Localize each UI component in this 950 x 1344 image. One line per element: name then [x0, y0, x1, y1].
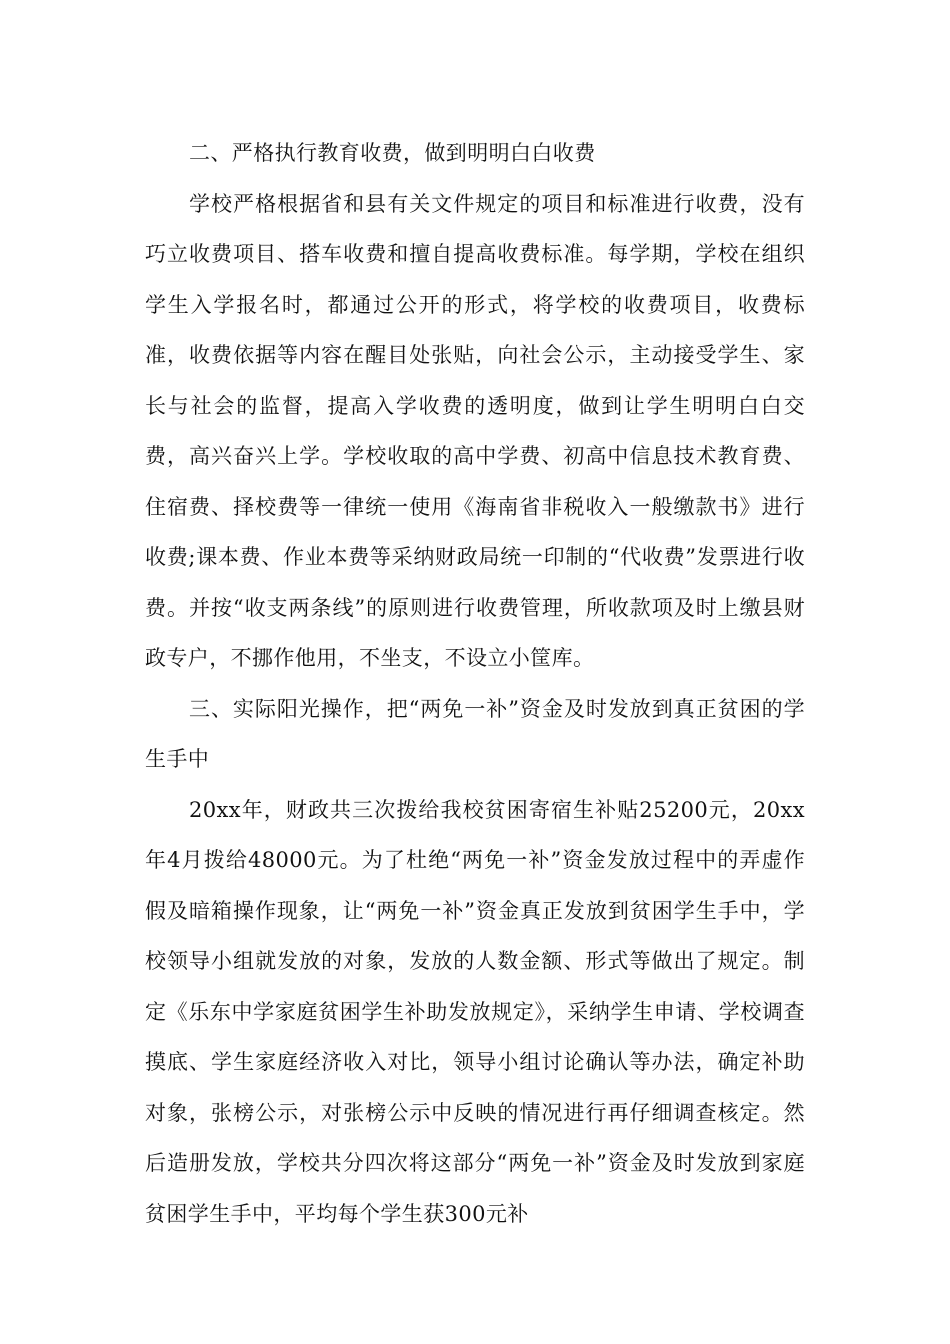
- document-page: [145, 128, 805, 1239]
- paragraph-subsidy-distribution: 20xx年，财政共三次拨给我校贫困寄宿生补贴25200元，20xx年4月拨给48000元。为了杜绝“两免一补”资金发放过程中的弄虚作假及暗箱操作现象，让“两免一补”资金真正发放到贫困学生手中，学校领导小组就发放的对象，发放的人数金额、形式等做出了规定。制定《乐东中学家庭贫困学生补助发放规定》，采纳学生申请、学校调查摸底、学生家庭经济收入对比，领导小组讨论确认等办法，确定补助对象，张榜公示，对张榜公示中反映的情况进行再仔细调查核定。然后造册发放，学校共分四次将这部分“两免一补”资金及时发放到家庭贫困学生手中，平均每个学生获300元补: [145, 797, 805, 1226]
- section-heading-two: 二、严格执行教育收费，做到明明白白收费: [189, 141, 596, 165]
- section-heading-three: 三、实际阳光操作，把“两免一补”资金及时发放到真正贫困的学生手中: [145, 696, 805, 771]
- paragraph-fee-collection: 学校严格根据省和县有关文件规定的项目和标准进行收费，没有巧立收费项目、搭车收费和擅自提高收费标准。每学期，学校在组织学生入学报名时，都通过公开的形式，将学校的收费项目，收费标准，收费依据等内容在醒目处张贴，向社会公示，主动接受学生、家长与社会的监督，提高入学收费的透明度，做到让学生明明白白交费，高兴奋兴上学。学校收取的高中学费、初高中信息技术教育费、住宿费、择校费等一律统一使用《海南省非税收入一般缴款书》进行收费;课本费、作业本费等采纳财政局统一印制的“代收费”发票进行收费。并按“收支两条线”的原则进行收费管理，所收款项及时上缴县财政专户，不挪作他用，不坐支，不设立小筐库。: [145, 191, 805, 670]
